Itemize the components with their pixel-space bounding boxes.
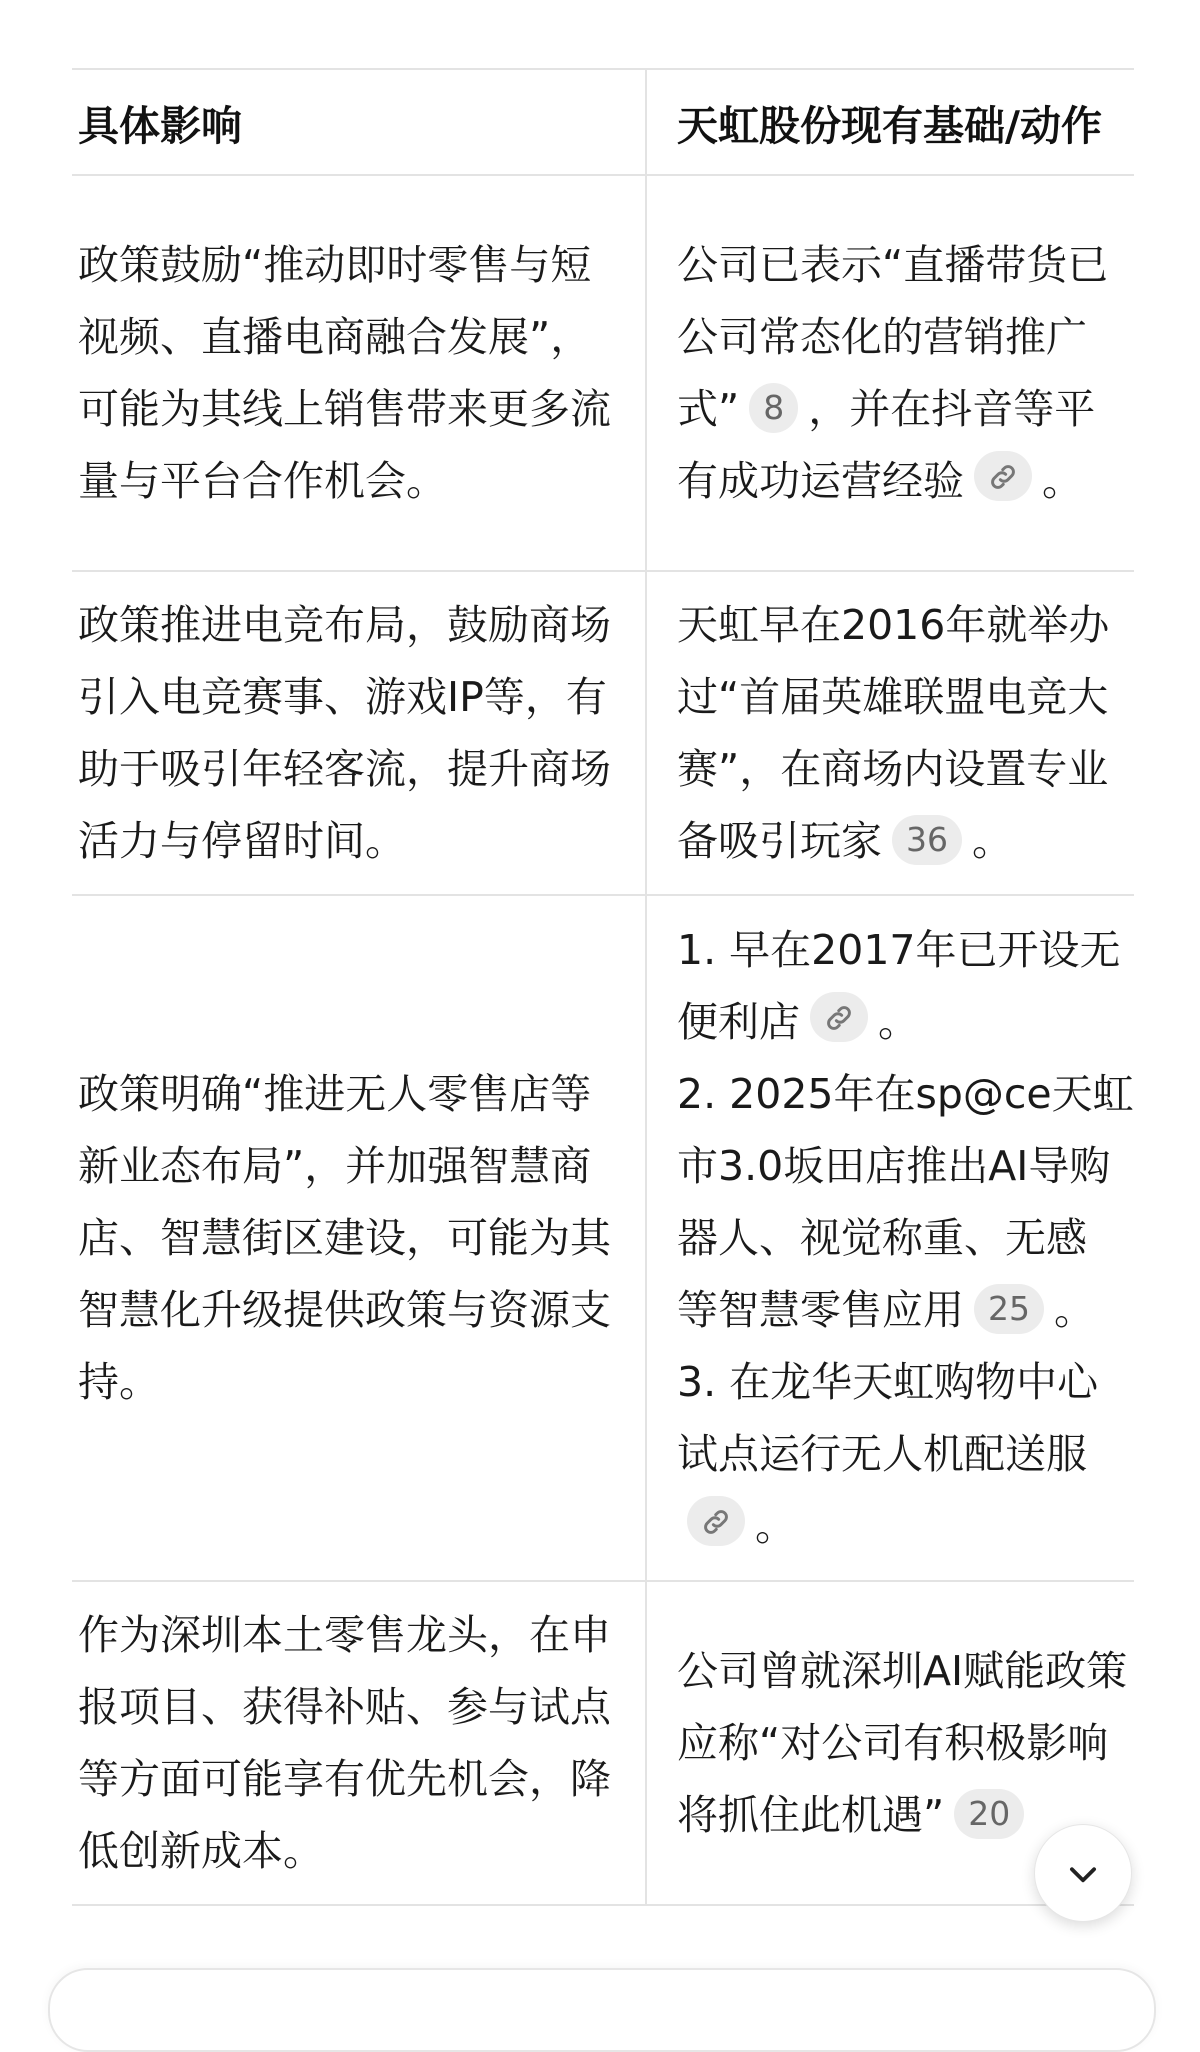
citation-badge[interactable]: 36 — [892, 815, 962, 865]
citation-badge[interactable]: 20 — [954, 1789, 1024, 1839]
impact-cell: 政策鼓励“推动即时零售与短视频、直播电商融合发展”，可能为其线上销售带来更多流量与平台合作机会。 — [72, 175, 646, 571]
impact-cell: 作为深圳本土零售龙头，在申报项目、获得补贴、参与试点等方面可能享有优先机会，降低创新成本。 — [72, 1581, 646, 1905]
header-basis: 天虹股份现有基础/动作 — [646, 69, 1134, 175]
link-icon[interactable] — [974, 451, 1032, 501]
basis-cell: 1. 早在2017年已开设无 便利店 。 2. 2025年在sp@ce天虹 市3.0坂田店推出AI导购 器人、视觉称重、无感 等智慧零售应用 25 。 3. 在龙华天虹购物中心 试点运行无人机配送服 。 — [646, 895, 1134, 1581]
citation-badge[interactable]: 25 — [974, 1284, 1044, 1334]
citation-badge[interactable]: 8 — [749, 383, 798, 433]
impact-cell: 政策推进电竞布局，鼓励商场引入电竞赛事、游戏IP等，有助于吸引年轻客流，提升商场活力与停留时间。 — [72, 571, 646, 895]
basis-cell: 公司已表示“直播带货已 公司常态化的营销推广 式” 8 ，并在抖音等平 有成功运营经验 。 — [646, 175, 1134, 571]
impact-cell: 政策明确“推进无人零售店等新业态布局”，并加强智慧商店、智慧街区建设，可能为其智慧化升级提供政策与资源支持。 — [72, 895, 646, 1581]
link-icon[interactable] — [810, 992, 868, 1042]
header-impact: 具体影响 — [72, 69, 646, 175]
chevron-down-icon — [1064, 1855, 1102, 1893]
table-row — [72, 571, 1134, 895]
table-row — [72, 1581, 1134, 1905]
comparison-table-wrapper[interactable] — [72, 68, 1134, 1906]
link-icon[interactable] — [687, 1496, 745, 1546]
comparison-table — [72, 68, 1134, 1906]
basis-cell: 公司曾就深圳AI赋能政策 应称“对公司有积极影响 将抓住此机遇” 20 — [646, 1581, 1134, 1905]
basis-cell: 天虹早在2016年就举办 过“首届英雄联盟电竞大 赛”，在商场内设置专业 备吸引玩家 36 。 — [646, 571, 1134, 895]
scroll-down-button[interactable] — [1034, 1824, 1132, 1922]
message-composer[interactable] — [48, 1968, 1156, 2052]
table-header-row — [72, 69, 1134, 175]
table-row — [72, 895, 1134, 1581]
table-row — [72, 175, 1134, 571]
